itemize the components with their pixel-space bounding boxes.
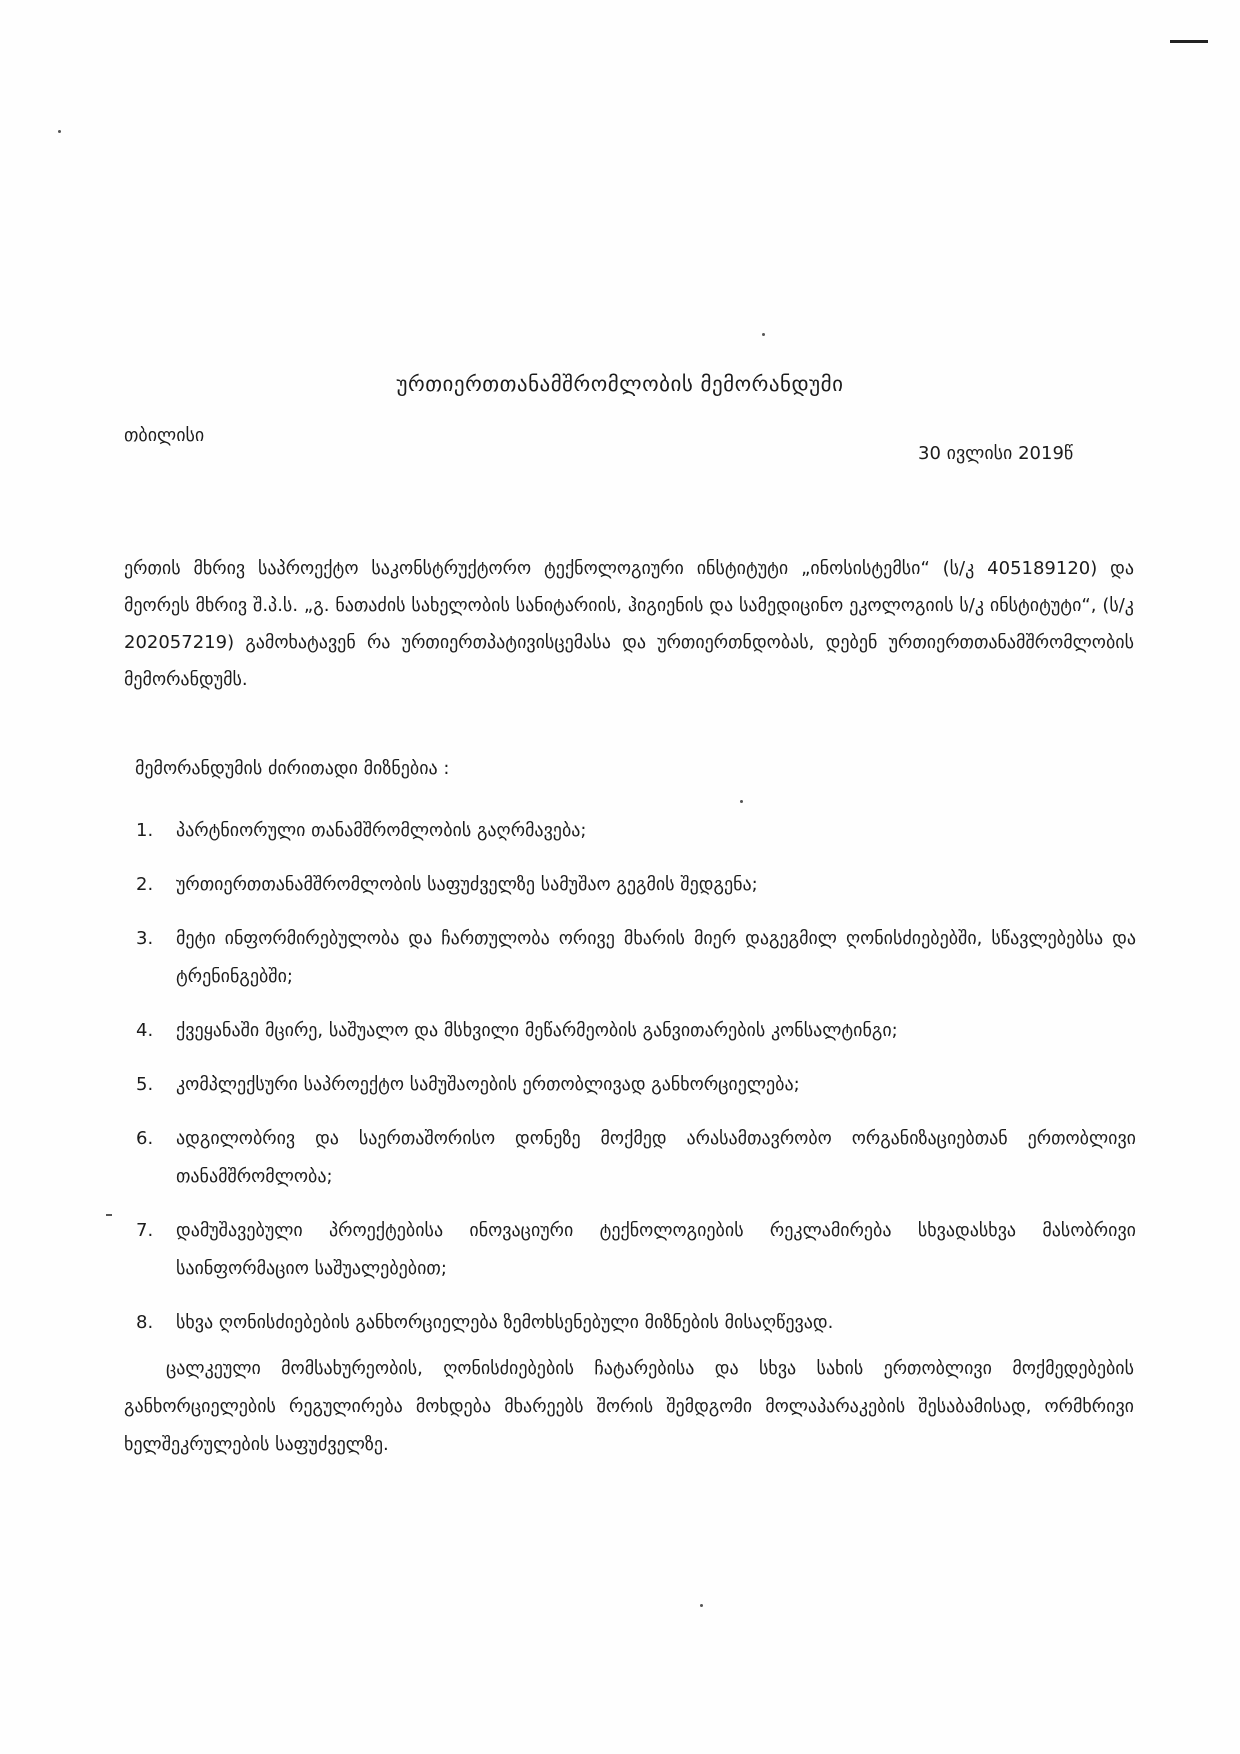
goal-item [136,1212,1136,1288]
scan-speck [700,1604,703,1607]
goal-text: კომპლექსური საპროექტო სამუშაოების ერთობლივად განხორციელება; [176,1074,800,1095]
goals-list [136,812,1136,1358]
goals-heading: მემორანდუმის ძირითადი მიზნებია : [135,758,450,779]
goal-item [136,812,1136,850]
document-city: თბილისი [124,425,205,446]
goal-text: ურთიერთთანამშრომლობის საფუძველზე სამუშაო გეგმის შედგენა; [176,874,758,895]
goal-item [136,1012,1136,1050]
scan-speck [740,800,743,803]
goal-item [136,866,1136,904]
goal-text: სხვა ღონისძიებების განხორციელება ზემოხსენებული მიზნების მისაღწევად. [176,1312,834,1333]
closing-paragraph: ცალკეული მომსახურეობის, ღონისძიებების ჩატარებისა და სხვა სახის ერთობლივი მოქმედებების განხორციელების რეგულირება მოხდება მხარეებს შორის შემდგომი მოლაპარაკების შესაბამისად, ორმხრივი ხელშეკრულების საფუძველზე. [124,1358,1134,1455]
goal-text: დამუშავებული პროექტებისა ინოვაციური ტექნოლოგიების რეკლამირება სხვადასხვა მასობრივი საინფორმაციო საშუალებებით; [176,1220,1136,1279]
goal-text: ადგილობრივ და საერთაშორისო დონეზე მოქმედ არასამთავრობო ორგანიზაციებთან ერთობლივი თანამშრომლობა; [176,1128,1136,1187]
goal-number: 4. [136,1020,154,1041]
document-title: ურთიერთთანამშრომლობის მემორანდუმი [396,372,844,396]
goal-text: ქვეყანაში მცირე, საშუალო და მსხვილი მეწარმეობის განვითარების კონსალტინგი; [176,1020,898,1041]
goal-item [136,1304,1136,1342]
scan-speck [106,1214,112,1216]
goal-number: 2. [136,874,154,895]
goal-number: 1. [136,820,154,841]
goal-item [136,1066,1136,1104]
goal-text: მეტი ინფორმირებულობა და ჩართულობა ორივე მხარის მიერ დაგეგმილ ღონისძიებებში, სწავლებებსა და ტრენინგებში; [176,928,1136,987]
scan-speck [58,130,61,133]
goal-number: 6. [136,1128,154,1149]
goal-text: პარტნიორული თანამშრომლობის გაღრმავება; [176,820,587,841]
scan-edge-mark [1170,40,1208,43]
goal-number: 3. [136,928,154,949]
goal-number: 7. [136,1220,154,1241]
goal-item [136,920,1136,996]
document-date: 30 ივლისი 2019წ [918,443,1074,464]
goal-number: 8. [136,1312,154,1333]
intro-paragraph: ერთის მხრივ საპროექტო საკონსტრუქტორო ტექნოლოგიური ინსტიტუტი „ინოსისტემსი“ (ს/კ 405189120) და მეორეს მხრივ შ.პ.ს. „გ. ნათაძის სახელობის სანიტარიის, ჰიგიენის და სამედიცინო ეკოლოგიის ს/კ ინსტიტუტი“, (ს/კ 202057219) გამოხატავენ რა ურთიერთპატივისცემასა და ურთიერთნდობას, დებენ ურთიერთთანამშრომლობის მემორანდუმს. [124,558,1134,690]
scan-speck [762,333,765,336]
goal-item [136,1120,1136,1196]
goal-number: 5. [136,1074,154,1095]
